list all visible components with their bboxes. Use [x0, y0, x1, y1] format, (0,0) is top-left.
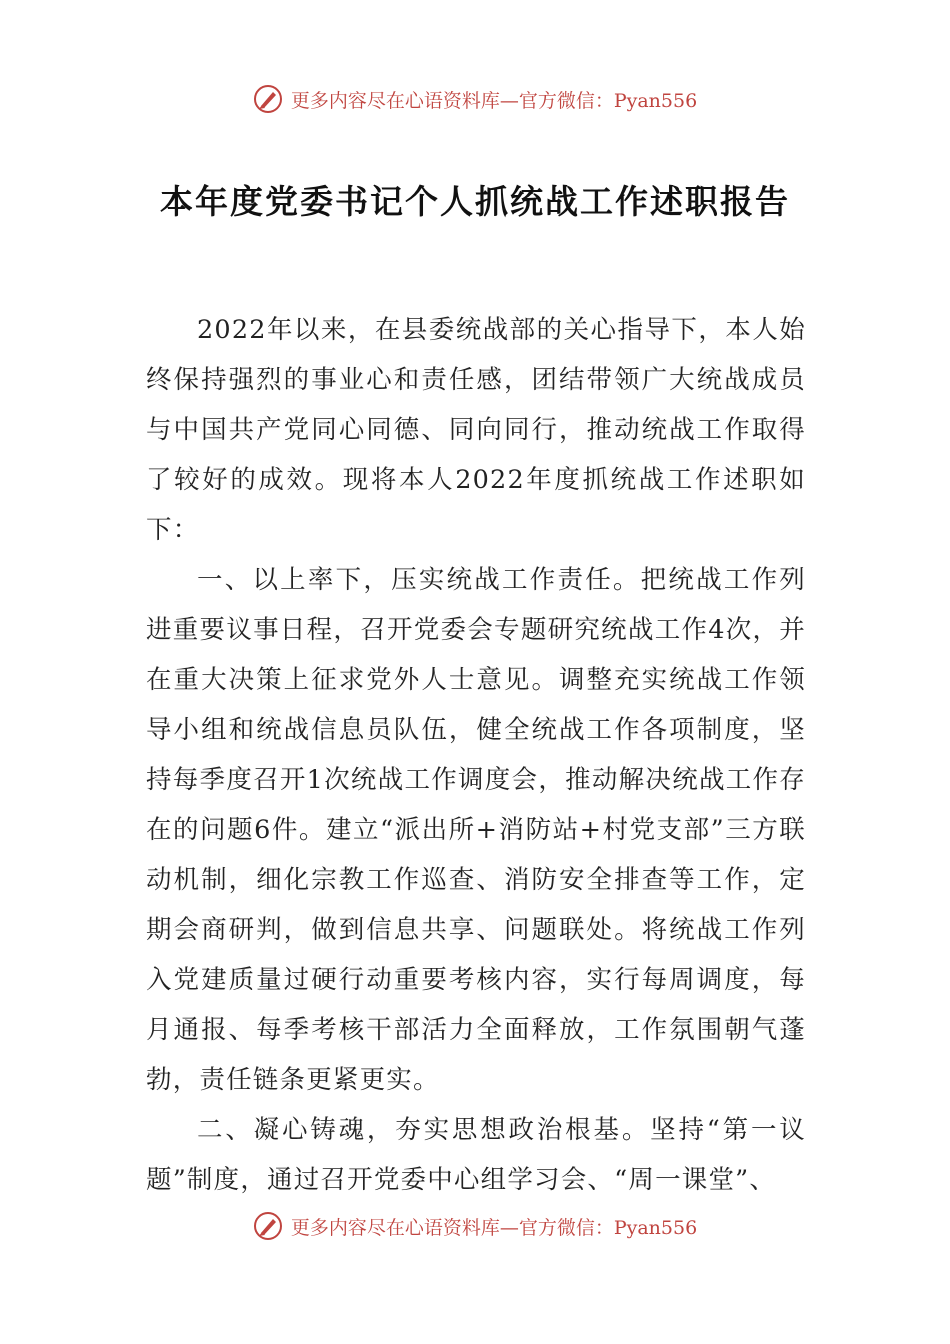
watermark-text: 更多内容尽在心语资料库—官方微信：Pyan556: [290, 1216, 698, 1239]
document-title: 本年度党委书记个人抓统战工作述职报告: [160, 182, 790, 221]
watermark-text: 更多内容尽在心语资料库—官方微信：Pyan556: [290, 89, 698, 112]
paragraph-section-1: 一、以上率下，压实统战工作责任。把统战工作列进重要议事日程，召开党委会专题研究统战工作4次，并在重大决策上征求党外人士意见。调整充实统战工作领导小组和统战信息员队伍，健全统战工作各项制度，坚持每季度召开1次统战工作调度会，推动解决统战工作存在的问题6件。建立“派出所+消防站+村党支部”三方联动机制，细化宗教工作巡查、消防安全排查等工作，定期会商研判，做到信息共享、问题联处。将统战工作列入党建质量过硬行动重要考核内容，实行每周调度，每月通报、每季考核干部活力全面释放，工作氛围朝气蓬勃，责任链条更紧更实。: [146, 565, 806, 1095]
document-body: [146, 305, 806, 1205]
pen-logo-icon: [253, 1211, 283, 1241]
watermark-footer: [0, 1211, 950, 1241]
paragraph-section-2: 二、凝心铸魂，夯实思想政治根基。坚持“第一议题”制度，通过召开党委中心组学习会、“周一课堂”、: [146, 1115, 806, 1195]
pen-logo-icon: [253, 84, 283, 114]
paragraph-intro: 2022年以来，在县委统战部的关心指导下，本人始终保持强烈的事业心和责任感，团结带领广大统战成员与中国共产党同心同德、同向同行，推动统战工作取得了较好的成效。现将本人2022年度抓统战工作述职如下：: [146, 315, 806, 545]
watermark-header: [0, 84, 950, 114]
